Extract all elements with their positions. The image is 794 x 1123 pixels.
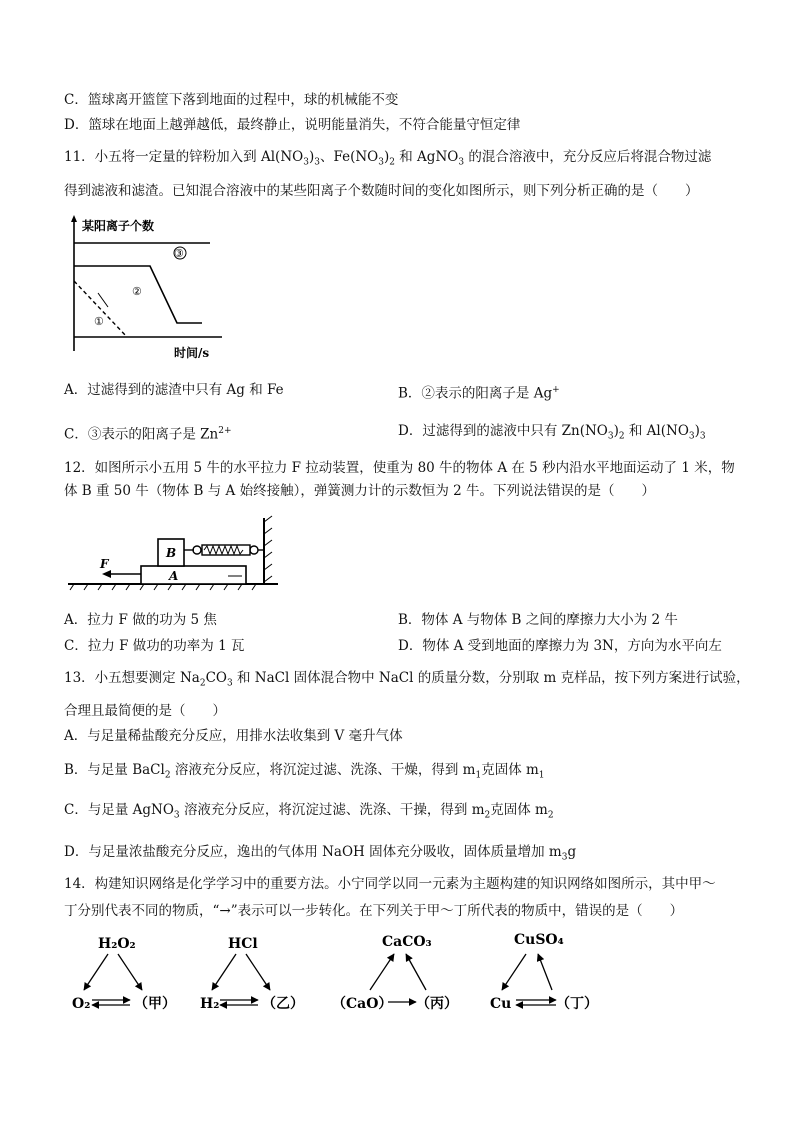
network-4-left: Cu (490, 996, 512, 1012)
q13-stem-line1: 13．小五想要测定 $Na_2CO_3$ 和 NaCl 固体混合物中 NaCl 的质量分数，分别取 m 克样品，按下列方案进行试验， (64, 670, 750, 689)
q12-stem-line1: 12．如图所示小五用 5 牛的水平拉力 F 拉动装置，使重为 80 牛的物体 A 在 5 秒内沿水平地面运动了 1 米，物 (64, 460, 735, 476)
q10-option-d: D．篮球在地面上越弹越低，最终静止，说明能量消失，不符合能量守恒定律 (64, 117, 521, 133)
graph-xlabel: 时间/s (174, 346, 210, 360)
q13-stem-line2: 合理且最简便的是（ ） (64, 703, 226, 719)
network-2-right: （乙） (262, 996, 304, 1012)
q10-option-c: C．篮球离开篮筐下落到地面的过程中，球的机械能不变 (64, 92, 399, 108)
pulley-figure (66, 512, 281, 592)
q13-option-c: C．与足量 AgNO$_3$ 溶液充分反应，将沉淀过滤、洗涤、干操，得到 $m_2$克固体 $m_2$ (64, 802, 554, 821)
ion-count-graph (62, 213, 232, 363)
graph-ylabel: 某阳离子个数 (82, 219, 155, 233)
network-3 (332, 934, 458, 1012)
q11-option-a: A．过滤得到的滤渣中只有 Ag 和 Fe (64, 382, 284, 398)
knowledge-network-figure (70, 928, 630, 1018)
network-4 (490, 932, 598, 1012)
network-3-right: （丙） (416, 996, 458, 1012)
q12-option-d: D．物体 A 受到地面的摩擦力为 3N，方向为水平向左 (398, 638, 722, 654)
curve-label-1: ① (94, 315, 104, 328)
label-f: F (100, 557, 109, 571)
q13-option-b: B．与足量 BaCl$_2$ 溶液充分反应，将沉淀过滤、洗涤、干燥，得到 $m_1$克固体 $m_1$ (64, 762, 545, 781)
q12-option-a: A．拉力 F 做的功为 5 焦 (64, 612, 217, 628)
q14-stem-line1: 14．构建知识网络是化学学习中的重要方法。小宁同学以同一元素为主题构建的知识网络如图所示，其中甲～ (64, 876, 716, 892)
network-3-top: CaCO₃ (382, 934, 432, 950)
network-1-left: O₂ (72, 996, 91, 1012)
network-1-right: （甲） (134, 996, 176, 1012)
network-3-left: （CaO） (332, 996, 393, 1012)
q11-option-b: B．②表示的阳离子是 Ag+ (398, 385, 560, 402)
curve-label-3: ③ (174, 247, 184, 260)
network-4-right: （丁） (556, 996, 598, 1012)
q11-option-c: C．③表示的阳离子是 $Zn^{2+}$ (64, 426, 232, 443)
network-1 (72, 936, 176, 1012)
label-b: B (166, 546, 177, 560)
network-2-left: H₂ (200, 996, 220, 1012)
q11-stem-line1: 11．小五将一定量的锌粉加入到 $Al(NO_3)_3$、$Fe(NO_3)_2$ 和 AgNO$_3$ 的混合溶液中，充分反应后将混合物过滤 (64, 149, 712, 168)
q14-stem-line2: 丁分别代表不同的物质，“→”表示可以一步转化。在下列关于甲～丁所代表的物质中，错误的是（ ） (64, 903, 684, 919)
q12-option-c: C．拉力 F 做功的功率为 1 瓦 (64, 638, 245, 654)
q11-stem-line2: 得到滤液和滤渣。已知混合溶液中的某些阳离子个数随时间的变化如图所示，则下列分析正确的是（ ） (64, 183, 699, 199)
q13-option-a: A．与足量稀盐酸充分反应，用排水法收集到 V 毫升气体 (64, 728, 403, 744)
network-2-top: HCl (228, 936, 258, 952)
network-2 (200, 936, 304, 1012)
curve-label-2: ② (132, 285, 142, 298)
block-a (141, 566, 246, 584)
q13-option-d: D．与足量浓盐酸充分反应，逸出的气体用 NaOH 固体充分吸收，固体质量增加 $m_3g$ (64, 844, 577, 863)
q12-option-b: B．物体 A 与物体 B 之间的摩擦力大小为 2 牛 (398, 612, 678, 628)
q11-option-d: D．过滤得到的滤液中只有 $Zn(NO_3)_2$ 和 $Al(NO_3)_3$ (398, 423, 706, 442)
network-4-top: CuSO₄ (514, 932, 564, 948)
label-a: A (169, 569, 179, 583)
q12-stem-line2: 体 B 重 50 牛（物体 B 与 A 始终接触），弹簧测力计的示数恒为 2 牛。下列说法错误的是（ ） (64, 483, 656, 499)
network-1-top: H₂O₂ (98, 936, 136, 952)
